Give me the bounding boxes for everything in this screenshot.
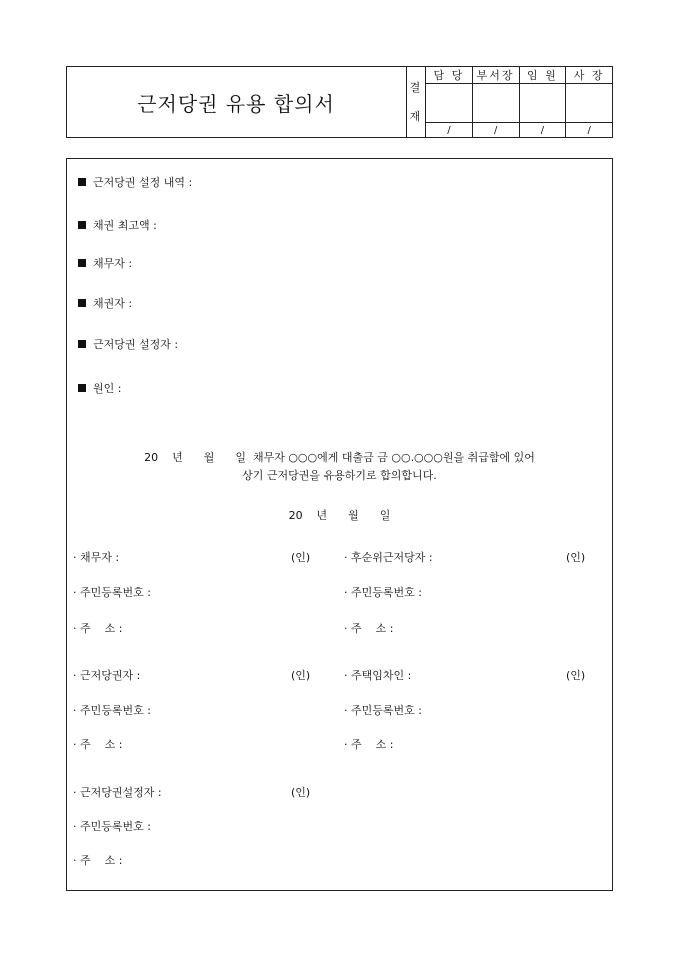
seal-mark: (인) (291, 786, 311, 799)
approval-sign-cell[interactable] (566, 84, 613, 123)
item-creditor: 채권자 : (78, 295, 132, 311)
approval-date-cell: / (472, 123, 519, 138)
tenant-label: · 주택임차인 : (344, 669, 412, 682)
document-title: 근저당권 유용 합의서 (137, 91, 335, 116)
agreement-line-1: 20 년 월 일 채무자 ○○○에게 대출금 금 ○○.○○○원을 취급함에 있어 (144, 451, 535, 464)
mortgagor-label: · 근저당권설정자 : (73, 786, 162, 799)
tenant-id-label: · 주민등록번호 : (344, 704, 422, 717)
seal-mark: (인) (291, 669, 311, 682)
approval-col-executive: 임 원 (519, 67, 566, 84)
seal-mark: (인) (566, 551, 586, 564)
mortgagor-id-label: · 주민등록번호 : (73, 820, 151, 833)
square-bullet-icon (78, 259, 86, 267)
approval-col-manager: 담 당 (426, 67, 473, 84)
mortgagee-id-label: · 주민등록번호 : (73, 704, 151, 717)
mortgagee-label: · 근저당권자 : (73, 669, 141, 682)
item-cause: 원인 : (78, 380, 121, 396)
approval-label-top: 결 (409, 81, 423, 94)
square-bullet-icon (78, 384, 86, 392)
square-bullet-icon (78, 340, 86, 348)
approval-label-bottom: 재 (409, 110, 423, 123)
debtor-address-label: · 주 소 : (73, 622, 123, 635)
square-bullet-icon (78, 221, 86, 229)
mortgagor-address-label: · 주 소 : (73, 854, 123, 867)
subordinate-address-label: · 주 소 : (344, 622, 394, 635)
seal-mark: (인) (566, 669, 586, 682)
approval-date-cell: / (426, 123, 473, 138)
approval-date-cell: / (519, 123, 566, 138)
approval-col-president: 사 장 (566, 67, 613, 84)
agreement-line-2: 상기 근저당권을 유용하기로 합의합니다. (242, 469, 437, 482)
approval-col-dept-head: 부서장 (472, 67, 519, 84)
agreement-date: 20 년 월 일 (288, 509, 391, 522)
body-box (66, 158, 613, 891)
item-max-amount: 채권 최고액 : (78, 217, 157, 233)
approval-side-label (407, 67, 426, 138)
item-debtor: 채무자 : (78, 255, 132, 271)
item-mortgage-details: 근저당권 설정 내역 : (78, 174, 192, 190)
approval-sign-cell[interactable] (472, 84, 519, 123)
approval-sign-cell[interactable] (426, 84, 473, 123)
seal-mark: (인) (291, 551, 311, 564)
mortgagee-address-label: · 주 소 : (73, 738, 123, 751)
subordinate-id-label: · 주민등록번호 : (344, 586, 422, 599)
approval-date-cell: / (566, 123, 613, 138)
approval-table (406, 66, 613, 138)
subordinate-label: · 후순위근저당자 : (344, 551, 433, 564)
square-bullet-icon (78, 299, 86, 307)
debtor-id-label: · 주민등록번호 : (73, 586, 151, 599)
debtor-label: · 채무자 : (73, 551, 120, 564)
tenant-address-label: · 주 소 : (344, 738, 394, 751)
item-mortgagor: 근저당권 설정자 : (78, 336, 178, 352)
square-bullet-icon (78, 178, 86, 186)
approval-sign-cell[interactable] (519, 84, 566, 123)
